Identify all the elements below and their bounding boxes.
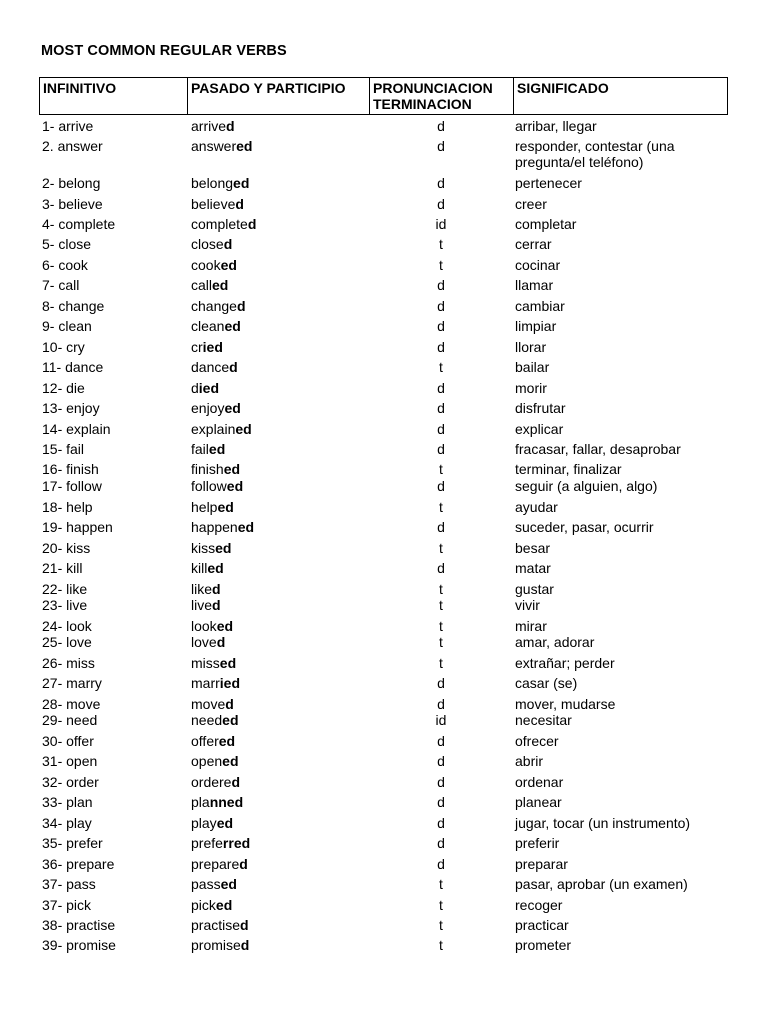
header-significado: SIGNIFICADO [513, 77, 728, 115]
cell-significado: ofrecer [515, 733, 559, 749]
cell-pasado [191, 236, 232, 252]
cell-pronunciacion: t [439, 257, 443, 273]
header-pronunciacion: PRONUNCIACION TERMINACION [369, 77, 514, 115]
cell-significado: besar [515, 540, 551, 556]
cell-pasado [191, 441, 225, 457]
pasado-ending: ed [236, 138, 253, 154]
cell-significado: bailar [515, 359, 550, 375]
cell-pronunciacion: t [439, 937, 443, 953]
cell-pronunciacion: d [437, 421, 445, 437]
cell-pasado [191, 138, 252, 154]
cell-pasado [191, 519, 254, 535]
cell-significado: casar (se) [515, 675, 578, 691]
cell-significado: ayudar [515, 499, 558, 515]
cell-pasado [191, 815, 233, 831]
cell-pronunciacion: t [439, 236, 443, 252]
cell-pasado [191, 298, 246, 314]
cell-significado: pasar, aprobar (un examen) [515, 876, 688, 892]
cell-infinitivo: 21- kill [42, 560, 83, 576]
pasado-ending: ed [220, 876, 237, 892]
cell-significado: practicar [515, 917, 569, 933]
cell-infinitivo: 10- cry [42, 339, 85, 355]
cell-significado: terminar, finalizar [515, 461, 622, 477]
pasado-base: marr [191, 675, 220, 691]
pasado-base: explain [191, 421, 236, 437]
cell-pasado [191, 540, 231, 556]
header-pasado-participio: PASADO Y PARTICIPIO [187, 77, 370, 115]
pasado-base: practise [191, 917, 241, 933]
cell-pronunciacion: d [437, 794, 445, 810]
cell-pasado [191, 712, 239, 728]
cell-significado: ordenar [515, 774, 564, 790]
cell-infinitivo: 3- believe [42, 196, 103, 212]
cell-significado: recoger [515, 897, 563, 913]
cell-significado: mover, mudarse [515, 696, 616, 712]
pasado-base: need [191, 712, 223, 728]
pasado-base: happen [191, 519, 238, 535]
cell-pasado [191, 675, 240, 691]
cell-infinitivo: 26- miss [42, 655, 95, 671]
pasado-base: believe [191, 196, 236, 212]
pasado-ending: d [212, 581, 221, 597]
pasado-base: miss [191, 655, 220, 671]
cell-pronunciacion: d [437, 318, 445, 334]
cell-significado: explicar [515, 421, 564, 437]
cell-infinitivo: 4- complete [42, 216, 116, 232]
cell-significado: necesitar [515, 712, 572, 728]
cell-significado: matar [515, 560, 551, 576]
pasado-base: kill [191, 560, 208, 576]
cell-infinitivo: 27- marry [42, 675, 102, 691]
cell-infinitivo: 8- change [42, 298, 105, 314]
cell-infinitivo: 14- explain [42, 421, 111, 437]
cell-significado: mirar [515, 618, 547, 634]
cell-pasado [191, 897, 232, 913]
cell-infinitivo: 25- love [42, 634, 92, 650]
pasado-ending: d [229, 359, 238, 375]
cell-pronunciacion: d [437, 753, 445, 769]
pasado-base: play [191, 815, 217, 831]
cell-pronunciacion: d [437, 400, 445, 416]
cell-pronunciacion: d [437, 774, 445, 790]
cell-pasado [191, 277, 228, 293]
cell-pronunciacion: t [439, 917, 443, 933]
pasado-ending: d [223, 236, 233, 252]
pasado-ending: d [225, 696, 234, 712]
cell-infinitivo: 15- fail [42, 441, 85, 457]
pasado-base: follow [191, 478, 227, 494]
cell-significado: completar [515, 216, 577, 232]
pasado-ending: d [240, 937, 250, 953]
pasado-ending: ed [224, 400, 241, 416]
pasado-base: fail [191, 441, 209, 457]
pasado-ending: nned [209, 794, 244, 810]
pasado-base: clean [191, 318, 225, 334]
pasado-ending: rred [222, 835, 251, 851]
cell-infinitivo: 9- clean [42, 318, 92, 334]
cell-significado: gustar [515, 581, 554, 597]
pasado-ending: d [240, 917, 249, 933]
cell-infinitivo: 39- promise [42, 937, 116, 953]
cell-pronunciacion: t [439, 897, 443, 913]
pasado-ending: ed [218, 733, 236, 749]
cell-pasado [191, 339, 223, 355]
cell-pasado [191, 359, 238, 375]
cell-pasado [191, 461, 240, 477]
cell-pasado [191, 876, 237, 892]
cell-pasado [191, 937, 249, 953]
pasado-base: look [191, 618, 217, 634]
cell-pasado [191, 175, 249, 191]
cell-pasado [191, 478, 243, 494]
cell-pasado [191, 581, 221, 597]
header-infinitivo: INFINITIVO [39, 77, 188, 115]
pasado-ending: d [239, 856, 248, 872]
cell-pasado [191, 753, 239, 769]
pasado-ending: ied [219, 675, 241, 691]
pasado-base: open [191, 753, 223, 769]
cell-pronunciacion: d [437, 478, 445, 494]
cell-infinitivo: 2- belong [42, 175, 101, 191]
cell-pronunciacion: d [437, 441, 445, 457]
cell-pasado [191, 560, 224, 576]
pasado-base: prefe [191, 835, 223, 851]
cell-pasado [191, 696, 234, 712]
cell-significado: llamar [515, 277, 554, 293]
cell-pronunciacion: d [437, 175, 445, 191]
cell-pronunciacion: t [439, 499, 443, 515]
pasado-ending: d [235, 196, 244, 212]
cell-pronunciacion: d [437, 696, 445, 712]
cell-significado: creer [515, 196, 547, 212]
cell-pronunciacion: t [439, 618, 443, 634]
cell-pasado [191, 655, 236, 671]
cell-infinitivo: 7- call [42, 277, 80, 293]
pasado-ending: ed [222, 712, 239, 728]
pasado-base: close [191, 236, 224, 252]
pasado-base: change [191, 298, 237, 314]
cell-pasado [191, 196, 244, 212]
cell-pronunciacion: d [437, 519, 445, 535]
page-title: MOST COMMON REGULAR VERBS [41, 43, 287, 59]
cell-infinitivo: 18- help [42, 499, 93, 515]
pasado-base: cr [191, 339, 203, 355]
pasado-base: pass [191, 876, 221, 892]
cell-pasado [191, 794, 243, 810]
cell-infinitivo: 5- close [42, 236, 92, 252]
pasado-base: ordere [191, 774, 232, 790]
cell-infinitivo: 37- pass [42, 876, 96, 892]
pasado-base: pla [191, 794, 210, 810]
pasado-ending: ed [216, 815, 234, 831]
pasado-base: belong [191, 175, 234, 191]
cell-significado: extrañar; perder [515, 655, 615, 671]
pasado-ending: d [236, 298, 246, 314]
pasado-ending: ed [212, 277, 229, 293]
cell-pasado [191, 774, 240, 790]
cell-pasado [191, 216, 256, 232]
pasado-ending: ed [219, 655, 237, 671]
cell-pronunciacion: d [437, 339, 445, 355]
cell-infinitivo: 2. answer [42, 138, 103, 154]
pasado-base: promise [191, 937, 241, 953]
cell-pasado [191, 856, 248, 872]
cell-significado: fracasar, fallar, desaprobar [515, 441, 681, 457]
cell-significado: cocinar [515, 257, 561, 273]
pasado-base: help [191, 499, 218, 515]
cell-infinitivo: 24- look [42, 618, 92, 634]
cell-infinitivo: 28- move [42, 696, 101, 712]
cell-pronunciacion: d [437, 856, 445, 872]
cell-pronunciacion: d [437, 675, 445, 691]
pasado-ending: ied [202, 339, 223, 355]
cell-pronunciacion: d [437, 118, 445, 134]
pasado-ending: ed [216, 618, 234, 634]
cell-infinitivo: 17- follow [42, 478, 102, 494]
pasado-base: offer [191, 733, 219, 749]
cell-infinitivo: 29- need [42, 712, 98, 728]
cell-significado: prometer [515, 937, 572, 953]
pasado-base: dance [191, 359, 230, 375]
cell-significado: planear [515, 794, 562, 810]
pasado-ending: ed [224, 318, 241, 334]
pasado-ending: ed [217, 499, 234, 515]
pasado-ending: ed [226, 478, 244, 494]
cell-infinitivo: 11- dance [42, 359, 104, 375]
pasado-base: answer [191, 138, 237, 154]
cell-pronunciacion: t [439, 581, 443, 597]
cell-pasado [191, 400, 241, 416]
pasado-base: d [191, 380, 199, 396]
cell-infinitivo: 36- prepare [42, 856, 115, 872]
cell-infinitivo: 32- order [42, 774, 99, 790]
cell-infinitivo: 12- die [42, 380, 85, 396]
cell-infinitivo: 23- live [42, 597, 88, 613]
cell-pronunciacion: d [437, 380, 445, 396]
cell-infinitivo: 16- finish [42, 461, 99, 477]
cell-pronunciacion: d [437, 733, 445, 749]
cell-significado: abrir [515, 753, 544, 769]
pasado-base: love [191, 634, 217, 650]
cell-pronunciacion: t [439, 540, 443, 556]
cell-pronunciacion: d [437, 815, 445, 831]
cell-infinitivo: 31- open [42, 753, 98, 769]
cell-significado: seguir (a alguien, algo) [515, 478, 658, 494]
cell-pasado [191, 257, 237, 273]
cell-significado: vivir [515, 597, 540, 613]
cell-pasado [191, 835, 250, 851]
cell-pronunciacion: t [439, 634, 443, 650]
cell-infinitivo: 13- enjoy [42, 400, 100, 416]
pasado-base: kiss [191, 540, 216, 556]
pasado-ending: d [226, 118, 235, 134]
pasado-ending: ed [237, 519, 255, 535]
cell-infinitivo: 30- offer [42, 733, 94, 749]
pasado-base: move [191, 696, 226, 712]
cell-pasado [191, 634, 225, 650]
cell-significado: morir [515, 380, 547, 396]
cell-pasado [191, 597, 221, 613]
cell-significado: limpiar [515, 318, 557, 334]
pasado-ending: ed [223, 461, 241, 477]
table-header [39, 77, 728, 115]
pasado-ending: d [231, 774, 241, 790]
cell-pronunciacion: t [439, 655, 443, 671]
cell-pasado [191, 421, 252, 437]
pasado-ending: ed [208, 441, 226, 457]
cell-significado: preferir [515, 835, 560, 851]
cell-pronunciacion: d [437, 196, 445, 212]
pasado-ending: ed [233, 175, 250, 191]
pasado-base: arrive [191, 118, 227, 134]
cell-pronunciacion: d [437, 138, 445, 154]
cell-pronunciacion: t [439, 359, 443, 375]
pasado-base: cook [191, 257, 221, 273]
cell-significado: responder, contestar (una pregunta/el teléfono) [515, 138, 675, 170]
pasado-base: finish [191, 461, 224, 477]
pasado-base: live [191, 597, 213, 613]
cell-infinitivo: 35- prefer [42, 835, 103, 851]
pasado-ending: ed [222, 753, 239, 769]
pasado-ending: d [212, 597, 221, 613]
pasado-base: like [191, 581, 213, 597]
cell-pasado [191, 618, 233, 634]
cell-infinitivo: 6- cook [42, 257, 88, 273]
cell-infinitivo: 33- plan [42, 794, 93, 810]
pasado-base: pick [191, 897, 216, 913]
cell-pronunciacion: d [437, 277, 445, 293]
cell-pronunciacion: d [437, 560, 445, 576]
cell-significado: amar, adorar [515, 634, 595, 650]
pasado-ending: ed [220, 257, 237, 273]
cell-pronunciacion: t [439, 876, 443, 892]
cell-pasado [191, 733, 235, 749]
cell-infinitivo: 34- play [42, 815, 92, 831]
cell-pronunciacion: d [437, 298, 445, 314]
cell-infinitivo: 19- happen [42, 519, 113, 535]
pasado-base: complete [191, 216, 248, 232]
pasado-base: prepare [191, 856, 240, 872]
cell-significado: arribar, llegar [515, 118, 597, 134]
pasado-ending: d [247, 216, 257, 232]
cell-pasado [191, 318, 241, 334]
cell-significado: llorar [515, 339, 547, 355]
cell-infinitivo: 37- pick [42, 897, 92, 913]
cell-pronunciacion: id [435, 216, 447, 232]
cell-infinitivo: 1- arrive [42, 118, 94, 134]
pasado-base: call [191, 277, 213, 293]
cell-infinitivo: 22- like [42, 581, 88, 597]
cell-pronunciacion: t [439, 461, 443, 477]
cell-pasado [191, 118, 235, 134]
cell-significado: cerrar [515, 236, 552, 252]
cell-pasado [191, 917, 249, 933]
cell-significado: preparar [515, 856, 568, 872]
pasado-ending: ied [198, 380, 220, 396]
cell-pronunciacion: id [435, 712, 447, 728]
cell-infinitivo: 20- kiss [42, 540, 91, 556]
cell-pasado [191, 380, 219, 396]
cell-significado: pertenecer [515, 175, 582, 191]
pasado-base: enjoy [191, 400, 225, 416]
pasado-ending: d [216, 634, 226, 650]
cell-infinitivo: 38- practise [42, 917, 116, 933]
cell-significado: jugar, tocar (un instrumento) [515, 815, 691, 831]
cell-significado: suceder, pasar, ocurrir [515, 519, 654, 535]
pasado-ending: ed [215, 540, 232, 556]
cell-pronunciacion: d [437, 835, 445, 851]
pasado-ending: ed [215, 897, 233, 913]
cell-significado: disfrutar [515, 400, 566, 416]
pasado-ending: ed [207, 560, 224, 576]
cell-pronunciacion: t [439, 597, 443, 613]
cell-significado: cambiar [515, 298, 565, 314]
cell-pasado [191, 499, 234, 515]
pasado-ending: ed [235, 421, 252, 437]
